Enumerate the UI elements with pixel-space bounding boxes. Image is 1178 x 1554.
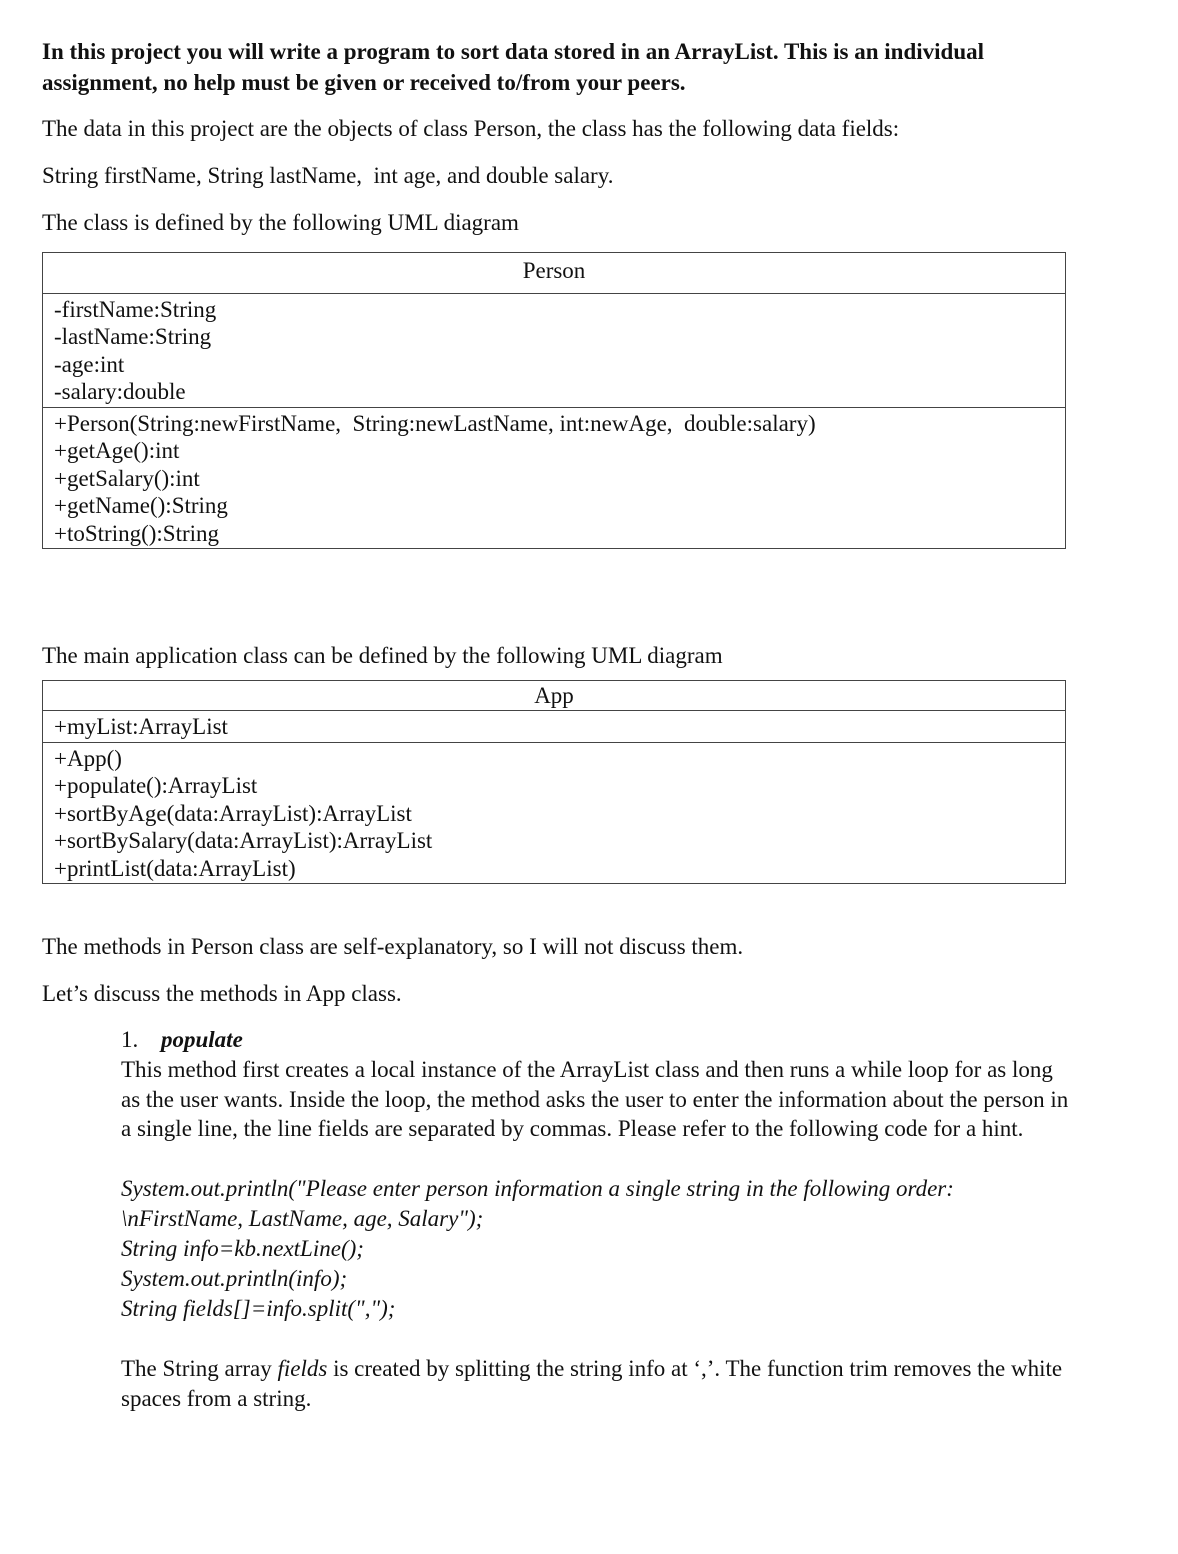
spacer (42, 549, 1072, 641)
fields-paragraph: String firstName, String lastName, int age, and double salary. (42, 163, 614, 188)
app-uml-attributes (43, 711, 1065, 742)
list-item-number: 1. (121, 1027, 139, 1052)
fields-explanation-start: The String array (121, 1355, 278, 1381)
app-method: +App() (54, 745, 122, 771)
app-method: +printList(data:ArrayList) (54, 855, 296, 881)
code-snippet (121, 1174, 1071, 1324)
person-method: +getName():String (54, 493, 228, 518)
methods-self-explanatory-paragraph: The methods in Person class are self-explanatory, so I will not discuss them. (42, 934, 744, 959)
app-method: +sortByAge(data:ArrayList):ArrayList (54, 800, 412, 826)
person-method: +getAge():int (54, 438, 180, 463)
list-item-description: This method first creates a local instance of the ArrayList class and then runs a while loop for as long as the user wants. Inside the loop, the method asks the user to enter the information about the person in a single line, the line fields are separated by commas. Please refer to the following code for a hint. (121, 1057, 1069, 1141)
person-attribute: -lastName:String (54, 324, 212, 349)
data-intro-paragraph: The data in this project are the objects of class Person, the class has the following data fields: (42, 116, 900, 141)
person-uml-methods (43, 407, 1065, 549)
person-attribute: -firstName:String (54, 296, 217, 322)
fields-explanation-paragraph (121, 1354, 1071, 1414)
fields-emphasis: fields (277, 1355, 328, 1381)
person-method: +toString():String (54, 520, 220, 546)
methods-list (121, 1025, 1071, 1414)
person-uml-diagram (42, 252, 1066, 549)
person-uml-caption: The class is defined by the following UML diagram (42, 210, 519, 235)
discuss-paragraph: Let’s discuss the methods in App class. (42, 981, 402, 1006)
app-uml-title: App (43, 681, 1065, 711)
list-item-title: populate (161, 1027, 243, 1052)
person-uml-attributes (43, 294, 1065, 407)
code-line: System.out.println(info); (121, 1265, 348, 1291)
app-method: +populate():ArrayList (54, 773, 258, 798)
code-line: System.out.println("Please enter person information a single string in the following order: \nFirstName, LastName, age, Salary"); (121, 1175, 960, 1231)
intro-paragraph: In this project you will write a program to sort data stored in an ArrayList. This is an individual assignment, no help must be given or received to/from your peers. (42, 39, 985, 95)
person-attribute: -salary:double (54, 379, 186, 404)
app-uml-caption: The main application class can be defined by the following UML diagram (42, 643, 723, 668)
app-uml-diagram (42, 680, 1066, 884)
person-uml-title: Person (43, 253, 1065, 294)
app-attribute: +myList:ArrayList (54, 714, 228, 739)
app-method: +sortBySalary(data:ArrayList):ArrayList (54, 828, 433, 853)
spacer (42, 884, 1072, 932)
fields-explanation-end: is created by splitting the string info at ‘,’. The function trim removes the white spaces from a string. (121, 1355, 1063, 1411)
app-uml-methods (43, 742, 1065, 884)
person-method: +Person(String:newFirstName, String:newLastName, int:newAge, double:salary) (54, 410, 816, 436)
code-line: String info=kb.nextLine(); (121, 1235, 364, 1261)
document-page (42, 36, 1072, 1414)
list-item-header (121, 1025, 1071, 1055)
person-attribute: -age:int (54, 351, 125, 377)
person-method: +getSalary():int (54, 465, 200, 491)
code-line: String fields[]=info.split(","); (121, 1295, 396, 1321)
